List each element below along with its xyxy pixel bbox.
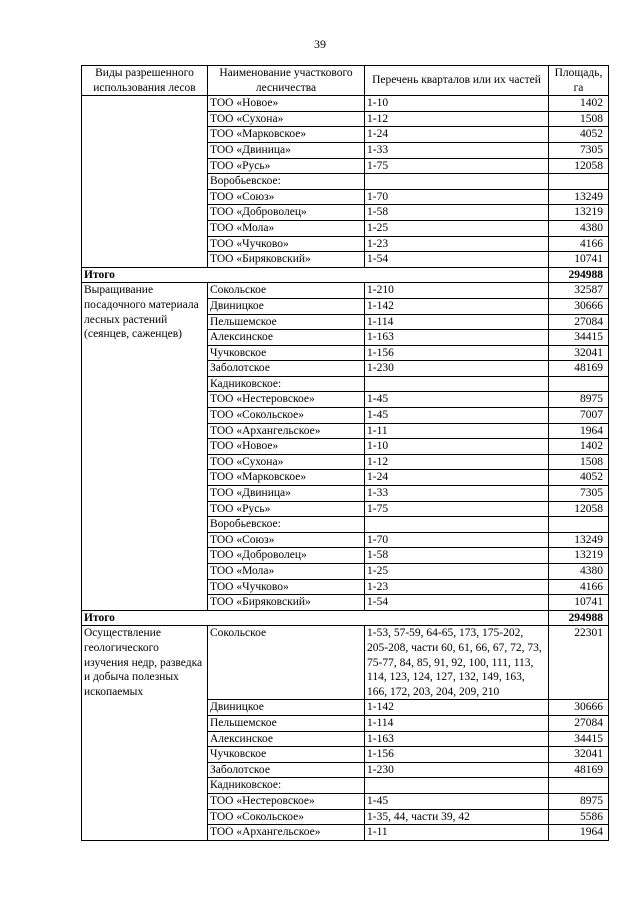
quarters-cell: 1-230: [365, 762, 549, 778]
quarters-cell: 1-23: [365, 579, 549, 595]
forestry-cell: ТОО «Русь»: [208, 501, 365, 517]
total-value: 294988: [549, 267, 609, 283]
header-quarters: Перечень кварталов или их частей: [365, 66, 549, 96]
area-cell: 13219: [549, 205, 609, 221]
quarters-cell: 1-53, 57-59, 64-65, 173, 175-202, 205-208, части 60, 61, 66, 67, 72, 73, 75-77, 84, 85, 91, 92, 100, 111, 113, 114, 123, 124, 127, 132, 149, 163, 166, 172, 203, 204, 209, 210: [365, 626, 549, 700]
total-label: Итого: [82, 267, 549, 283]
total-row: [82, 267, 609, 283]
quarters-cell: 1-12: [365, 111, 549, 127]
area-cell: 13249: [549, 532, 609, 548]
forestry-cell: Чучковское: [208, 345, 365, 361]
quarters-cell: 1-114: [365, 715, 549, 731]
forestry-cell: Двиницкое: [208, 700, 365, 716]
use-type-cell: Выращивание посадочного материала лесных растений (сеянцев, саженцев): [82, 283, 208, 610]
forestry-cell: ТОО «Нестеровское»: [208, 392, 365, 408]
area-cell: 1964: [549, 825, 609, 841]
quarters-cell: 1-11: [365, 423, 549, 439]
quarters-cell: 1-114: [365, 314, 549, 330]
quarters-cell: [365, 778, 549, 794]
area-cell: 1964: [549, 423, 609, 439]
quarters-cell: 1-45: [365, 408, 549, 424]
use-type-cell: [82, 96, 208, 268]
forestry-cell: ТОО «Сокольское»: [208, 408, 365, 424]
area-cell: 4380: [549, 220, 609, 236]
area-cell: 7305: [549, 142, 609, 158]
quarters-cell: 1-58: [365, 548, 549, 564]
forestry-cell: ТОО «Биряковский»: [208, 595, 365, 611]
total-value: 294988: [549, 610, 609, 626]
quarters-cell: 1-142: [365, 298, 549, 314]
area-cell: 22301: [549, 626, 609, 700]
total-row: [82, 610, 609, 626]
area-cell: [549, 174, 609, 190]
forestry-cell: ТОО «Сухона»: [208, 111, 365, 127]
quarters-cell: 1-163: [365, 330, 549, 346]
area-cell: 4166: [549, 579, 609, 595]
quarters-cell: 1-24: [365, 127, 549, 143]
area-cell: 12058: [549, 501, 609, 517]
forestry-cell: ТОО «Сокольское»: [208, 809, 365, 825]
area-cell: 5586: [549, 809, 609, 825]
quarters-cell: 1-35, 44, части 39, 42: [365, 809, 549, 825]
quarters-cell: 1-54: [365, 595, 549, 611]
forestry-cell: ТОО «Мола»: [208, 564, 365, 580]
area-cell: 12058: [549, 158, 609, 174]
total-label: Итого: [82, 610, 549, 626]
forestry-cell: Пельшемское: [208, 314, 365, 330]
forestry-cell: Двиницкое: [208, 298, 365, 314]
forestry-cell: ТОО «Архангельское»: [208, 825, 365, 841]
forestry-cell: Кадниковское:: [208, 778, 365, 794]
forestry-cell: Алексинское: [208, 330, 365, 346]
quarters-cell: 1-10: [365, 439, 549, 455]
area-cell: 4052: [549, 127, 609, 143]
quarters-cell: 1-210: [365, 283, 549, 299]
quarters-cell: 1-75: [365, 158, 549, 174]
forestry-cell: ТОО «Архангельское»: [208, 423, 365, 439]
area-cell: 13219: [549, 548, 609, 564]
area-cell: 10741: [549, 252, 609, 268]
forestry-cell: Пельшемское: [208, 715, 365, 731]
forestry-cell: ТОО «Нестеровское»: [208, 793, 365, 809]
quarters-cell: 1-12: [365, 454, 549, 470]
forestry-cell: ТОО «Биряковский»: [208, 252, 365, 268]
area-cell: [549, 778, 609, 794]
forestry-cell: ТОО «Мола»: [208, 220, 365, 236]
forestry-cell: ТОО «Чучково»: [208, 236, 365, 252]
area-cell: 30666: [549, 700, 609, 716]
area-cell: 32587: [549, 283, 609, 299]
forestry-cell: ТОО «Новое»: [208, 96, 365, 112]
area-cell: 1508: [549, 111, 609, 127]
forestry-cell: ТОО «Союз»: [208, 532, 365, 548]
quarters-cell: [365, 174, 549, 190]
area-cell: 4166: [549, 236, 609, 252]
quarters-cell: 1-33: [365, 142, 549, 158]
quarters-cell: 1-54: [365, 252, 549, 268]
area-cell: 13249: [549, 189, 609, 205]
table-row: [82, 283, 609, 299]
area-cell: 34415: [549, 330, 609, 346]
area-cell: 10741: [549, 595, 609, 611]
quarters-cell: 1-25: [365, 564, 549, 580]
forestry-cell: ТОО «Новое»: [208, 439, 365, 455]
area-cell: 30666: [549, 298, 609, 314]
forestry-cell: Заболотское: [208, 762, 365, 778]
area-cell: 48169: [549, 762, 609, 778]
forestry-cell: ТОО «Марковское»: [208, 470, 365, 486]
forestry-cell: Воробьевское:: [208, 517, 365, 533]
area-cell: 32041: [549, 345, 609, 361]
header-forestry: Наименование участкового лесничества: [208, 66, 365, 96]
area-cell: 4380: [549, 564, 609, 580]
forestry-cell: ТОО «Чучково»: [208, 579, 365, 595]
header-use-type: Виды разрешенного использования лесов: [82, 66, 208, 96]
quarters-cell: 1-58: [365, 205, 549, 221]
forestry-cell: Алексинское: [208, 731, 365, 747]
forestry-cell: Кадниковское:: [208, 376, 365, 392]
area-cell: 7007: [549, 408, 609, 424]
quarters-cell: 1-70: [365, 189, 549, 205]
use-type-cell: Осуществление геологического изучения недр, разведка и добыча полезных ископаемых: [82, 626, 208, 840]
area-cell: 1402: [549, 96, 609, 112]
quarters-cell: 1-70: [365, 532, 549, 548]
forestry-cell: Чучковское: [208, 747, 365, 763]
table-header-row: [82, 66, 609, 96]
area-cell: 7305: [549, 486, 609, 502]
quarters-cell: 1-230: [365, 361, 549, 377]
area-cell: 8975: [549, 392, 609, 408]
forestry-cell: ТОО «Союз»: [208, 189, 365, 205]
quarters-cell: 1-163: [365, 731, 549, 747]
area-cell: 4052: [549, 470, 609, 486]
forestry-cell: ТОО «Доброволец»: [208, 205, 365, 221]
quarters-cell: 1-11: [365, 825, 549, 841]
area-cell: 1402: [549, 439, 609, 455]
area-cell: [549, 517, 609, 533]
table-row: [82, 626, 609, 700]
table-body: [82, 96, 609, 841]
forestry-cell: Воробьевское:: [208, 174, 365, 190]
quarters-cell: 1-75: [365, 501, 549, 517]
header-area: Площадь, га: [549, 66, 609, 96]
forestry-cell: ТОО «Двиница»: [208, 142, 365, 158]
forest-use-table: [81, 65, 609, 841]
quarters-cell: 1-142: [365, 700, 549, 716]
quarters-cell: 1-24: [365, 470, 549, 486]
forestry-cell: ТОО «Двиница»: [208, 486, 365, 502]
area-cell: 1508: [549, 454, 609, 470]
area-cell: 8975: [549, 793, 609, 809]
quarters-cell: 1-33: [365, 486, 549, 502]
area-cell: 32041: [549, 747, 609, 763]
quarters-cell: 1-156: [365, 345, 549, 361]
quarters-cell: 1-45: [365, 392, 549, 408]
area-cell: 27084: [549, 314, 609, 330]
area-cell: [549, 376, 609, 392]
quarters-cell: 1-156: [365, 747, 549, 763]
quarters-cell: [365, 517, 549, 533]
forestry-cell: Заболотское: [208, 361, 365, 377]
quarters-cell: 1-25: [365, 220, 549, 236]
quarters-cell: 1-10: [365, 96, 549, 112]
forestry-cell: ТОО «Марковское»: [208, 127, 365, 143]
area-cell: 27084: [549, 715, 609, 731]
page-number: 39: [314, 37, 326, 51]
forestry-cell: ТОО «Русь»: [208, 158, 365, 174]
forestry-cell: ТОО «Доброволец»: [208, 548, 365, 564]
table-row: [82, 96, 609, 112]
area-cell: 48169: [549, 361, 609, 377]
quarters-cell: [365, 376, 549, 392]
forestry-cell: Сокольское: [208, 283, 365, 299]
quarters-cell: 1-23: [365, 236, 549, 252]
forestry-cell: Сокольское: [208, 626, 365, 700]
area-cell: 34415: [549, 731, 609, 747]
forestry-cell: ТОО «Сухона»: [208, 454, 365, 470]
quarters-cell: 1-45: [365, 793, 549, 809]
